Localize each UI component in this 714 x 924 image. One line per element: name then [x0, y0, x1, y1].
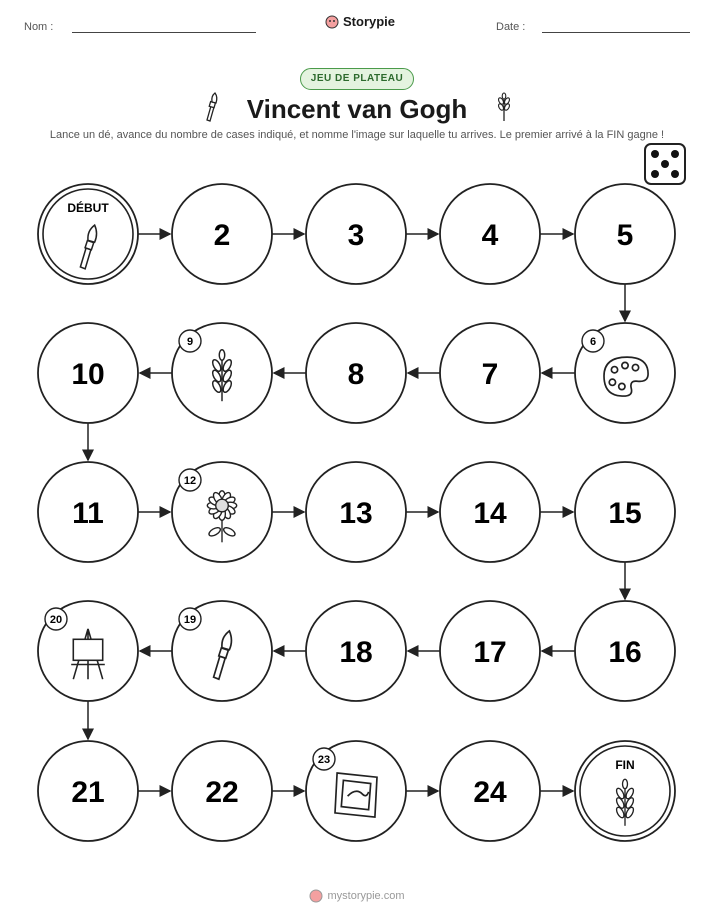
end-label: FIN: [615, 758, 635, 772]
cell-number: 17: [473, 636, 507, 669]
storypie-mascot-icon: [309, 889, 323, 903]
cell-number: 12: [183, 475, 197, 487]
board-cell-13: [306, 462, 406, 562]
cell-number: 7: [481, 358, 499, 391]
cell-number-badge: [313, 748, 335, 770]
board-cell-15: [575, 462, 675, 562]
board-cell-12: [172, 462, 272, 562]
board-cell-5: [575, 184, 675, 284]
canvas-frame-icon: [335, 773, 377, 817]
footer: [0, 889, 714, 903]
cell-number: 14: [473, 497, 507, 530]
board-cell-16: [575, 601, 675, 701]
brand-name: Storypie: [343, 14, 396, 29]
board-cell-7: [440, 323, 540, 423]
cell-number: 13: [339, 497, 373, 530]
board-cell-14: [440, 462, 540, 562]
board-cell-10: [38, 323, 138, 423]
start-label: DÉBUT: [67, 201, 109, 215]
board-cell-24: [440, 741, 540, 841]
board-cell-20: [38, 601, 138, 701]
board-cell-2: [172, 184, 272, 284]
cell-number: 10: [71, 358, 105, 391]
board-cell-8: [306, 323, 406, 423]
board-cell-4: [440, 184, 540, 284]
cell-number: 8: [347, 358, 365, 391]
date-label: Date :: [496, 21, 526, 33]
cell-number-badge: [582, 330, 604, 352]
cell-number: 11: [72, 497, 104, 530]
board-cell-11: [38, 462, 138, 562]
cell-number: 24: [473, 776, 507, 809]
cell-number-badge: [179, 469, 201, 491]
cell-number: 21: [71, 776, 105, 809]
cell-number: 15: [608, 497, 642, 530]
cell-number: 20: [49, 614, 63, 626]
instructions: Lance un dé, avance du nombre de cases indiqué, et nomme l'image sur laquelle tu arrives. Le premier arrivé à la FIN gagne !: [49, 129, 665, 141]
board-cell-17: [440, 601, 540, 701]
cell-number-badge: [179, 608, 201, 630]
cell-number: 23: [317, 754, 331, 766]
cell-number: 9: [186, 336, 194, 348]
name-label: Nom :: [24, 21, 54, 33]
board-cell-19: [172, 601, 272, 701]
cell-number: 22: [205, 776, 239, 809]
cell-number: 18: [339, 636, 373, 669]
title-text: Vincent van Gogh: [246, 94, 468, 124]
board-cell-21: [38, 741, 138, 841]
cell-number-badge: [179, 330, 201, 352]
board-cell-1: [38, 184, 138, 284]
cell-number: 3: [347, 219, 365, 252]
board-cell-18: [306, 601, 406, 701]
board-cell-25: [575, 741, 675, 841]
board-cell-3: [306, 184, 406, 284]
cell-number: 6: [589, 336, 597, 348]
footer-url: mystorypie.com: [327, 890, 405, 902]
cell-number: 2: [213, 219, 231, 252]
board-cell-23: [306, 741, 406, 841]
board-cell-6: [575, 323, 675, 423]
cell-number: 5: [616, 219, 634, 252]
board-cell-9: [172, 323, 272, 423]
cell-number-badge: [45, 608, 67, 630]
game-type-badge: JEU DE PLATEAU: [300, 68, 414, 90]
cell-number: 19: [183, 614, 197, 626]
cell-number: 16: [608, 636, 642, 669]
cell-number: 4: [481, 219, 499, 252]
board-cell-22: [172, 741, 272, 841]
